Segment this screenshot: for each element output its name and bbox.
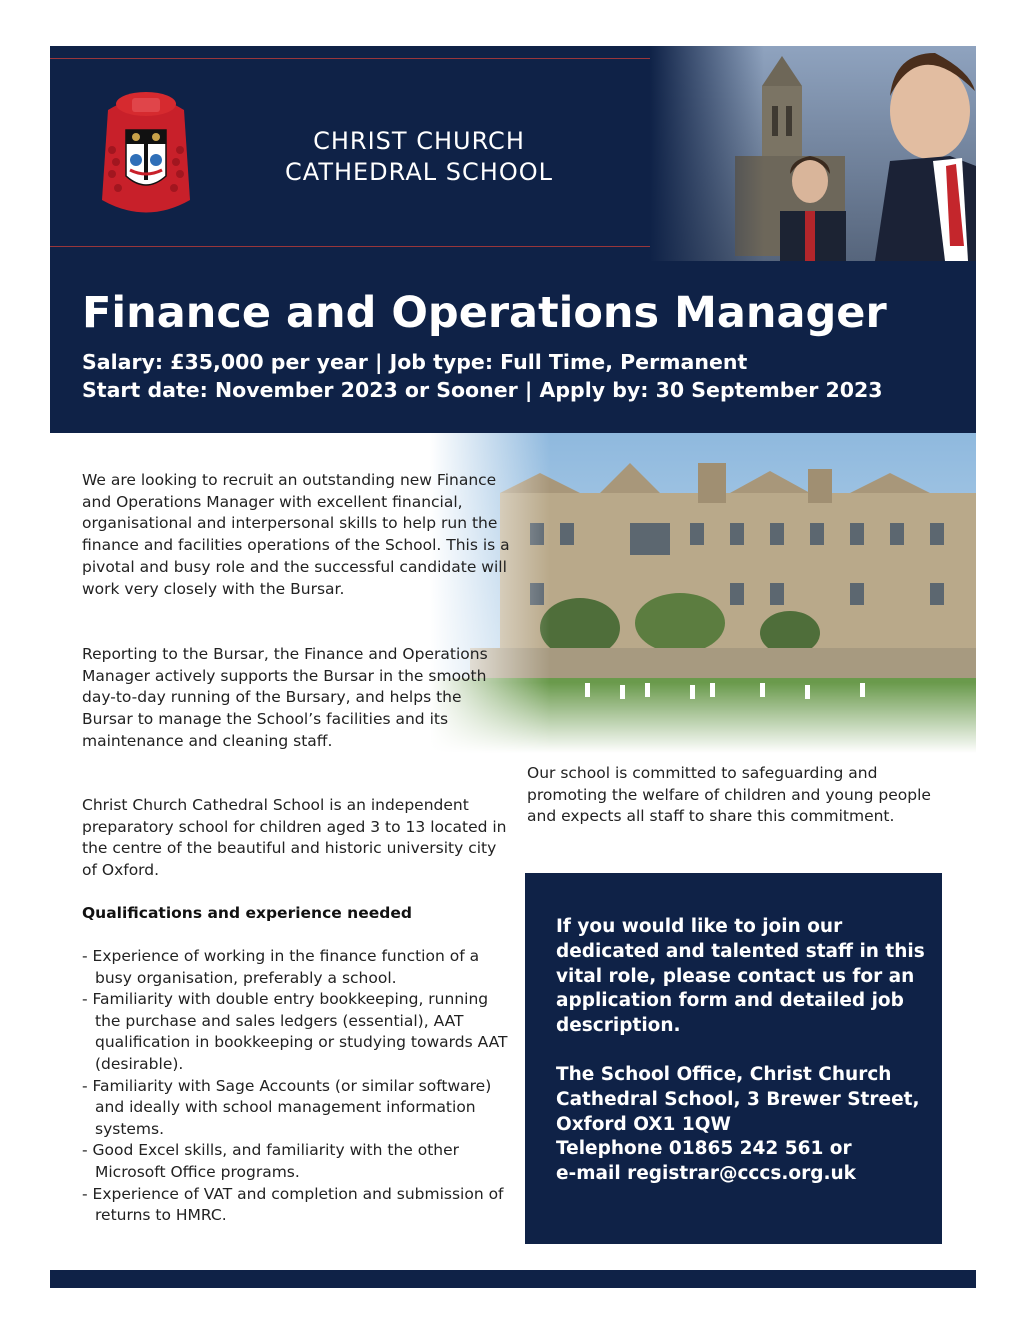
school-description-paragraph (82, 795, 512, 882)
school-description-text: Christ Church Cathedral School is an independent preparatory school for children aged 3 to 13 located in the centre of the beautiful and historic university city of Oxford. (82, 796, 507, 880)
qualifications-list (82, 946, 512, 1227)
reporting-paragraph (82, 644, 512, 753)
qualification-item: - Experience of working in the finance function of a busy organisation, preferably a school. (82, 947, 480, 987)
job-title: Finance and Operations Manager (82, 288, 887, 338)
safeguarding-statement: Our school is committed to safeguarding and promoting the welfare of children and young people and expects all staff to share this commitment. (527, 764, 931, 826)
school-crest-logo (98, 90, 194, 220)
qualification-item: - Good Excel skills, and familiarity with the other Microsoft Office programs. (82, 1141, 460, 1181)
footer-bar (50, 1270, 976, 1288)
school-name-line1: CHRIST CHURCH (313, 127, 525, 155)
intro-paragraph (82, 470, 512, 600)
qualification-item: - Familiarity with double entry bookkeeping, running the purchase and sales ledgers (essential), AAT qualification in bookkeeping or studying towards AAT (desirable). (82, 990, 508, 1073)
qualification-item: - Experience of VAT and completion and submission of returns to HMRC. (82, 1184, 504, 1225)
start-date-line: Start date: November 2023 or Sooner | Apply by: 30 September 2023 (82, 378, 883, 402)
contact-intro: If you would like to join our dedicated and talented staff in this vital role, please contact us for an application form and detailed job description. (556, 916, 925, 1037)
contact-box (525, 873, 942, 1244)
intro-text: We are looking to recruit an outstanding new Finance and Operations Manager with excellent financial, organisational and interpersonal skills to help run the finance and facilities operations of the School. This is a pivotal and busy role and the successful candidate will work very closely with the Bursar. (82, 471, 510, 598)
qualifications-heading: Qualifications and experience needed (82, 904, 412, 922)
reporting-text: Reporting to the Bursar, the Finance and Operations Manager actively supports the Bursar in the smooth day-to-day running of the Bursary, and helps the Bursar to manage the School’s facilities and its maintenance and cleaning staff. (82, 645, 488, 750)
school-name (254, 126, 584, 188)
qualification-item: - Familiarity with Sage Accounts (or similar software) and ideally with school management information systems. (82, 1076, 492, 1138)
contact-email[interactable]: e-mail registrar@cccs.org.uk (556, 1163, 856, 1184)
contact-telephone: Telephone 01865 242 561 or (556, 1138, 852, 1159)
salary-line: Salary: £35,000 per year | Job type: Full Time, Permanent (82, 350, 748, 374)
school-name-line2: CATHEDRAL SCHOOL (285, 158, 553, 186)
pupils-photo (650, 46, 976, 261)
header-banner (50, 46, 976, 433)
contact-address: The School Office, Christ Church Cathedral School, 3 Brewer Street, Oxford OX1 1QW (556, 1064, 920, 1135)
